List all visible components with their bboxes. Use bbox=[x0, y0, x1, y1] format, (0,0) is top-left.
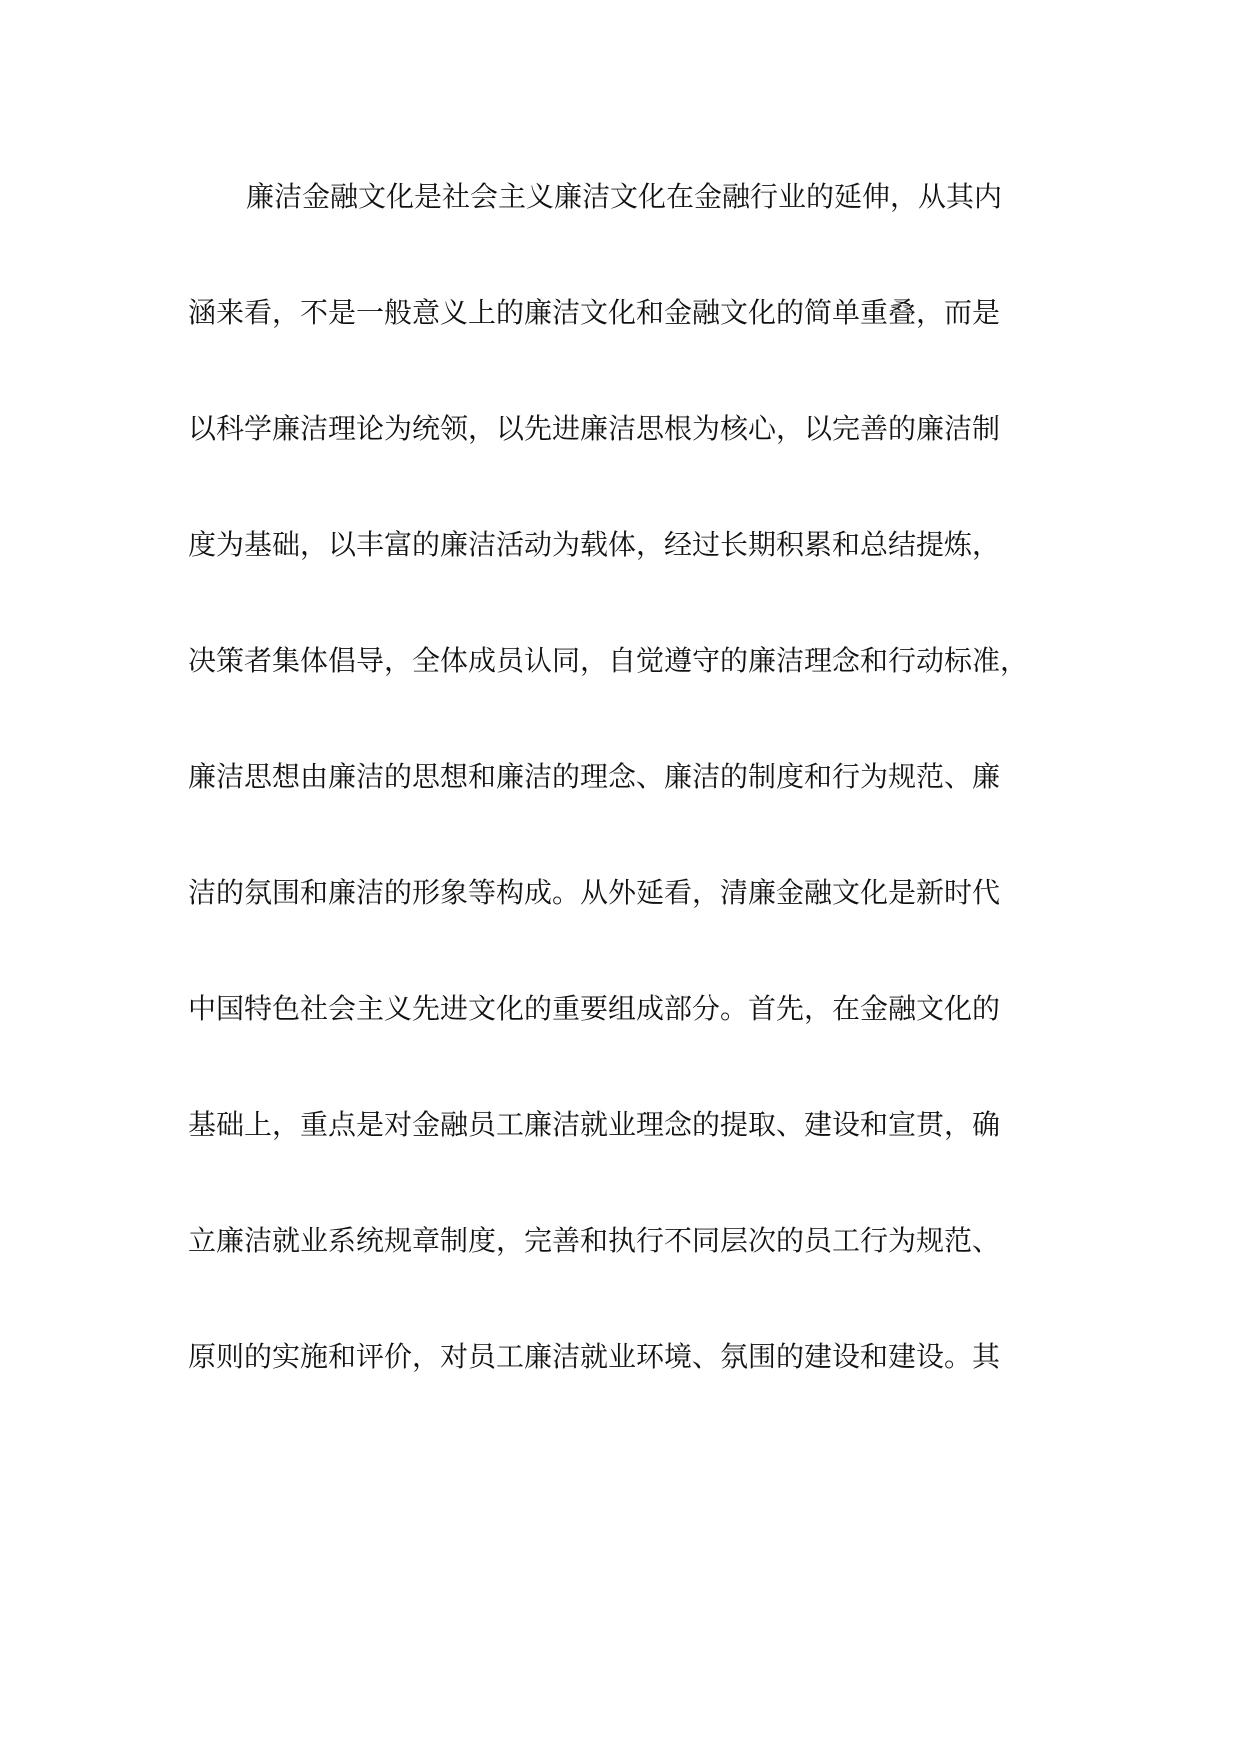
paragraph-line-8: 中国特色社会主义先进文化的重要组成部分。首先，在金融文化的 bbox=[188, 992, 1001, 1025]
paragraph-line-2: 涵来看，不是一般意义上的廉洁文化和金融文化的简单重叠，而是 bbox=[188, 296, 1001, 329]
paragraph-line-3: 以科学廉洁理论为统领，以先进廉洁思根为核心，以完善的廉洁制 bbox=[188, 412, 1001, 445]
paragraph-line-6: 廉洁思想由廉洁的思想和廉洁的理念、廉洁的制度和行为规范、廉 bbox=[188, 760, 1001, 793]
paragraph-line-7: 洁的氛围和廉洁的形象等构成。从外延看，清廉金融文化是新时代 bbox=[188, 876, 1001, 909]
paragraph-line-4: 度为基础，以丰富的廉洁活动为载体，经过长期积累和总结提炼， bbox=[188, 528, 1001, 561]
paragraph-line-1: 廉洁金融文化是社会主义廉洁文化在金融行业的延伸，从其内 bbox=[246, 180, 1003, 213]
paragraph-line-9: 基础上，重点是对金融员工廉洁就业理念的提取、建设和宣贯，确 bbox=[188, 1108, 1001, 1141]
paragraph-line-5: 决策者集体倡导，全体成员认同，自觉遵守的廉洁理念和行动标准， bbox=[188, 644, 1029, 677]
paragraph-line-11: 原则的实施和评价，对员工廉洁就业环境、氛围的建设和建设。其 bbox=[188, 1340, 1001, 1373]
paragraph-line-10: 立廉洁就业系统规章制度，完善和执行不同层次的员工行为规范、 bbox=[188, 1224, 1001, 1257]
